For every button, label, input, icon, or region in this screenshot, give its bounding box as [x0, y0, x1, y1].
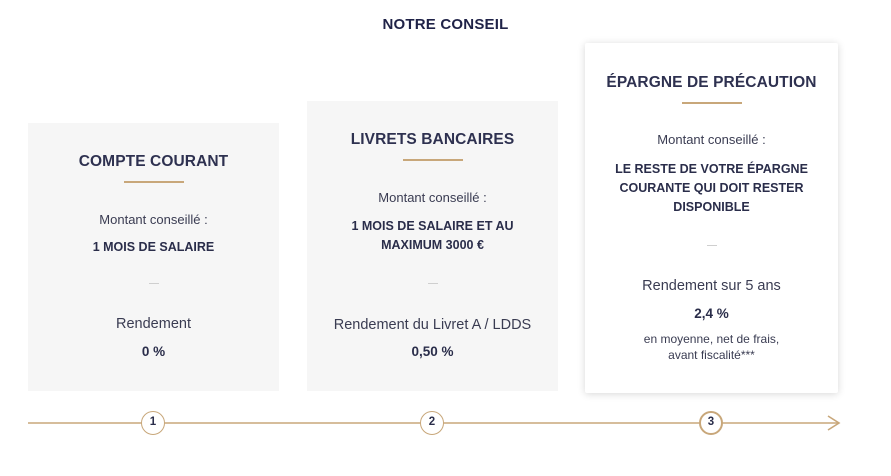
- yield-value: 0 %: [141, 344, 166, 359]
- yield-label: Rendement: [116, 316, 191, 332]
- amount-value: 1 MOIS DE SALAIRE ET AU MAXIMUM 3000 €: [351, 219, 514, 252]
- card-title: ÉPARGNE DE PRÉCAUTION: [606, 74, 817, 91]
- yield-label: Rendement sur 5 ans: [642, 278, 781, 294]
- amount-value: 1 MOIS DE SALAIRE: [92, 240, 215, 254]
- yield-value: 0,50 %: [411, 344, 454, 359]
- page-title: NOTRE CONSEIL: [382, 16, 509, 33]
- card-title: LIVRETS BANCAIRES: [350, 131, 515, 148]
- yield-value: 2,4 %: [694, 306, 729, 321]
- step-3: 3: [699, 411, 723, 435]
- amount-label: Montant conseillé :: [378, 190, 487, 205]
- amount-value: LE RESTE DE VOTRE ÉPARGNE COURANTE QUI DOIT RESTER DISPONIBLE: [615, 162, 808, 214]
- yield-note: en moyenne, net de frais, avant fiscalité***: [643, 332, 780, 362]
- card-title: COMPTE COURANT: [78, 153, 229, 170]
- amount-label: Montant conseillé :: [99, 212, 208, 227]
- step-1: 1: [141, 411, 165, 435]
- amount-label: Montant conseillé :: [657, 132, 766, 147]
- step-2: 2: [420, 411, 444, 435]
- yield-label: Rendement du Livret A / LDDS: [333, 317, 532, 333]
